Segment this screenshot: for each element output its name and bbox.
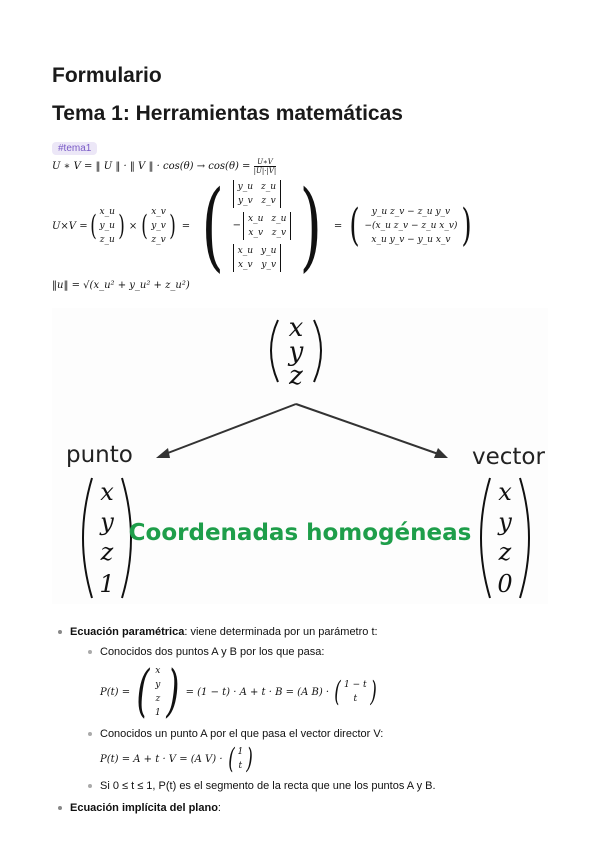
- matrix-entry: z_v: [271, 228, 287, 238]
- result-vector: ( y_u z_v − z_u y_v −(x_u z_v − z_u x_v) x_u y_v − y_u x_v ): [349, 200, 473, 251]
- matrix-entry: y_v: [261, 260, 277, 270]
- vector-entry: x_v: [151, 207, 166, 217]
- norm-formula: ‖u‖ = √(x_u² + y_u² + z_u²): [52, 280, 190, 291]
- vector-entry: z: [155, 694, 161, 704]
- page-title: Formulario: [52, 64, 162, 87]
- item-text: : viene determinada por un parámetro t:: [184, 626, 378, 638]
- vector-entry: 1 − t: [344, 680, 367, 690]
- top-vector-entry: x: [288, 313, 304, 343]
- sub-list-item: [88, 780, 436, 792]
- sub-list-item: [88, 646, 324, 658]
- top-vector-entry: y: [288, 337, 304, 367]
- dot-product-lhs: U ∗ V = ‖ U ‖ · ‖ V ‖ · cos(θ) → cos(θ) =: [52, 161, 251, 172]
- cross-product-formula: U×V = ( x_u y_u z_u ) × ( x_v y_v z_v ) = ( y_u z_u y_v z_v − x_u z_u x_v z_v x_u y_u x_v y_v ) = ( y_u z_v − z_u y_v −(x_u z_v − z_u x_v) x_u y_v − y_u x_v ): [52, 174, 476, 278]
- matrix-entry: z_u: [261, 182, 277, 192]
- vector-entry: x: [155, 666, 161, 676]
- result-entry: −(x_u z_v − z_u x_v): [364, 221, 458, 231]
- arrowhead-left: [156, 448, 170, 458]
- fraction-numerator: U∗V: [254, 158, 277, 167]
- item-text: :: [217, 802, 221, 814]
- item-text: Conocidos un punto A por el que pasa el vector director V:: [100, 728, 384, 740]
- matrix-entry: x_v: [237, 260, 253, 270]
- point-vector-entry: 1: [99, 570, 115, 598]
- vector-entry: t: [238, 761, 243, 771]
- homogeneous-vector: ( x y z 1 ): [136, 659, 180, 724]
- matrix-entry: y_u: [237, 182, 254, 192]
- minor-matrix-2: − x_u z_u x_v z_v: [233, 212, 292, 240]
- vector-entry: 1: [154, 708, 161, 718]
- vector-entry: t: [353, 694, 358, 704]
- homogeneous-coordinates-figure: [52, 308, 548, 604]
- vector-entry: y: [155, 680, 161, 690]
- matrix-entry: y_u: [261, 246, 277, 256]
- sub-list-item: [88, 728, 383, 740]
- item-heading: Ecuación paramétrica: [70, 626, 185, 638]
- left-paren: [481, 478, 490, 598]
- item-text: Si 0 ≤ t ≤ 1, P(t) es el segmento de la recta que une los puntos A y B.: [100, 780, 436, 792]
- vector-vector-entry: y: [498, 508, 512, 536]
- eq-text: P(t) = A + t · V = (A V) ·: [100, 753, 223, 765]
- point-label: punto: [66, 442, 133, 468]
- matrix-entry: x_v: [248, 228, 264, 238]
- tag-badge[interactable]: #tema1: [52, 142, 97, 155]
- vector-vector-entry: x: [498, 478, 512, 506]
- section-title: Tema 1: Herramientas matemáticas: [52, 102, 403, 125]
- vector-entry: 1: [237, 747, 244, 757]
- result-entry: y_u z_v − z_u y_v: [371, 207, 451, 217]
- vector-entry: x_u: [99, 207, 115, 217]
- left-paren: [83, 478, 92, 598]
- right-paren: [520, 478, 529, 598]
- vector-entry: z_u: [99, 235, 115, 245]
- minor-matrix-1: [233, 180, 292, 208]
- arrow-right: [296, 404, 444, 456]
- v-vector: ( x_v y_v z_v ): [141, 207, 176, 245]
- two-point-equation: [100, 660, 379, 724]
- vector-entry: y_u: [99, 221, 115, 231]
- figure-canvas: [52, 308, 548, 604]
- point-direction-equation: [100, 742, 255, 776]
- bullet-icon: [88, 732, 92, 736]
- item-heading: Ecuación implícita del plano: [70, 802, 218, 814]
- parameter-vector: ( 1 − t t ): [334, 675, 377, 708]
- eq-lhs: P(t) =: [100, 686, 131, 698]
- cos-fraction: [254, 158, 277, 175]
- arrowhead-right: [434, 448, 448, 458]
- u-vector: ( x_u y_u z_u ): [89, 207, 125, 245]
- matrix-entry: x_u: [248, 214, 264, 224]
- item-text: Conocidos dos puntos A y B por los que pasa:: [100, 646, 325, 658]
- vector-entry: y_v: [151, 221, 166, 231]
- result-entry: x_u y_v − y_u x_v: [371, 235, 451, 245]
- matrix-entry: y_v: [238, 196, 253, 206]
- point-vector-entry: x: [100, 478, 114, 506]
- vector-vector-entry: z: [498, 538, 512, 566]
- determinant-vector: ( y_u z_u y_v z_v − x_u z_u x_v z_v x_u y_u x_v y_v ): [201, 170, 323, 282]
- parameter-vector: ( 1 t ): [227, 742, 253, 775]
- bullet-icon: [58, 806, 62, 810]
- list-item: [58, 802, 221, 814]
- dot-product-formula: [52, 158, 276, 175]
- point-vector-entry: z: [100, 538, 114, 566]
- eq-middle: = (1 − t) · A + t · B = (A B) ·: [185, 686, 330, 698]
- matrix-entry: z_v: [261, 196, 276, 206]
- list-item: [58, 626, 378, 638]
- cross-product-lhs: U×V =: [52, 220, 88, 232]
- bullet-icon: [88, 784, 92, 788]
- bullet-icon: [58, 630, 62, 634]
- fraction-denominator: |U|·|V|: [253, 167, 277, 175]
- vector-entry: z_v: [151, 235, 166, 245]
- matrix-entry: z_u: [271, 214, 287, 224]
- arrow-left: [160, 404, 296, 456]
- vector-vector-entry: 0: [497, 570, 513, 598]
- minor-matrix-3: [233, 244, 292, 272]
- point-vector-entry: y: [100, 508, 114, 536]
- vector-label: vector: [472, 444, 545, 470]
- right-paren: [314, 320, 321, 382]
- bullet-icon: [88, 650, 92, 654]
- matrix-entry: x_u: [237, 246, 254, 256]
- top-vector-entry: z: [289, 361, 303, 391]
- homogeneous-coordinates-label: Coordenadas homogéneas: [128, 520, 472, 546]
- left-paren: [271, 320, 278, 382]
